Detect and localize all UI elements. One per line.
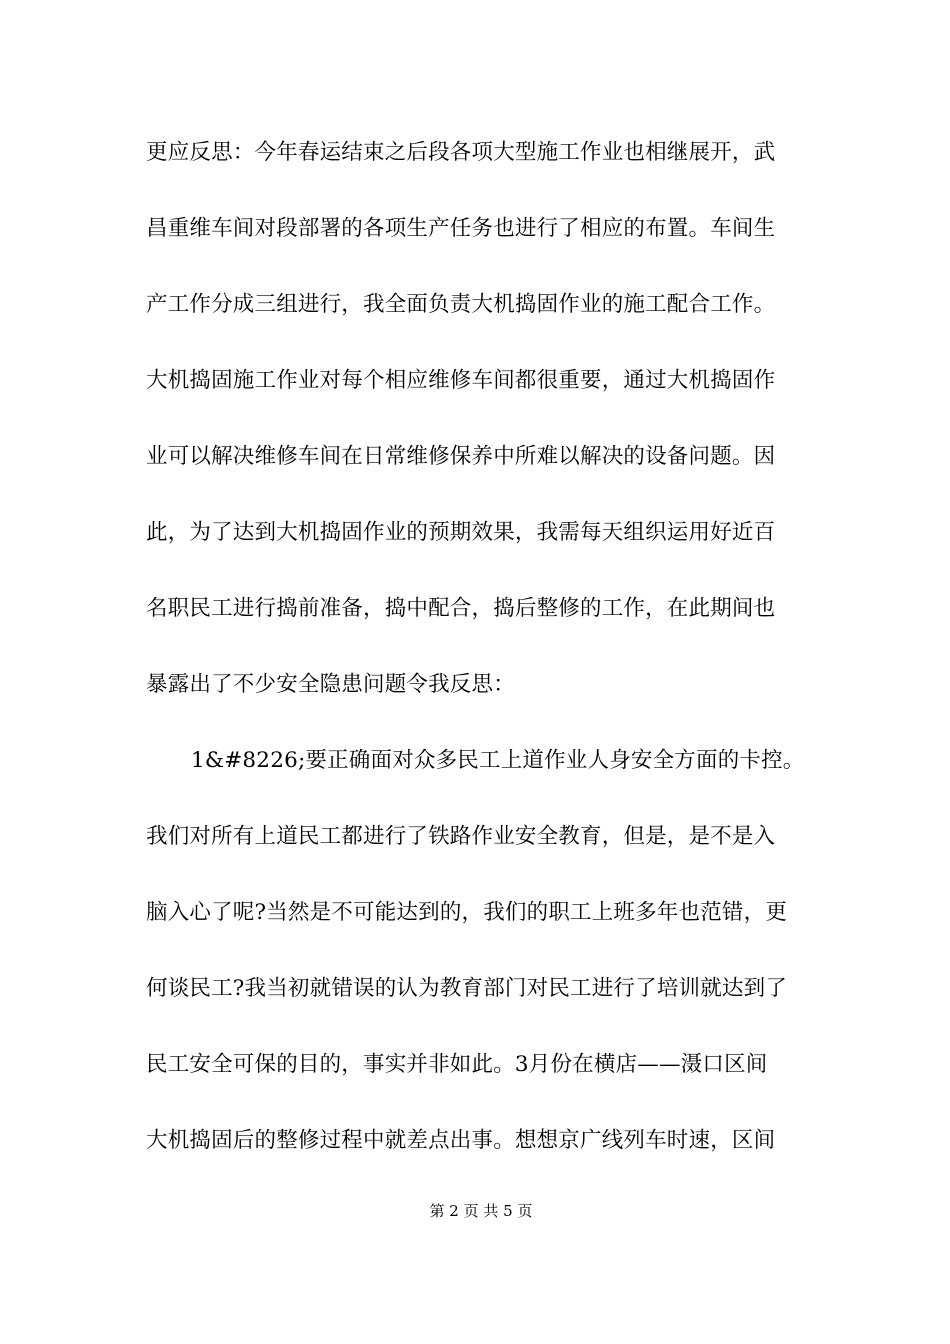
text-line: 脑入心了呢?当然是不可能达到的，我们的职工上班多年也范错，更 <box>146 900 788 925</box>
text-line: 产工作分成三组进行，我全面负责大机捣固作业的施工配合工作。 <box>146 292 776 317</box>
text-line: 民工安全可保的目的，事实并非如此。3月份在横店——滠口区间 <box>146 1052 768 1077</box>
page-footer <box>0 1200 950 1221</box>
page-number-label: 第 2 页 共 5 页 <box>429 1202 533 1220</box>
body-text <box>146 124 816 1188</box>
text-line: 何谈民工?我当初就错误的认为教育部门对民工进行了培训就达到了 <box>146 976 788 1001</box>
text-line: 大机捣固施工作业对每个相应维修车间都很重要，通过大机捣固作 <box>146 368 776 393</box>
text-line: 昌重维车间对段部署的各项生产任务也进行了相应的布置。车间生 <box>146 216 776 241</box>
text-line: 名职民工进行捣前准备，捣中配合，捣后整修的工作，在此期间也 <box>146 596 776 621</box>
text-line: 暴露出了不少安全隐患问题令我反思： <box>146 672 515 697</box>
text-line: 大机捣固后的整修过程中就差点出事。想想京广线列车时速，区间 <box>146 1128 776 1153</box>
text-line: 此，为了达到大机捣固作业的预期效果，我需每天组织运用好近百 <box>146 520 776 545</box>
text-line-indented: 1&#8226;要正确面对众多民工上道作业人身安全方面的卡控。 <box>191 748 805 773</box>
text-line: 更应反思：今年春运结束之后段各项大型施工作业也相继展开，武 <box>146 140 776 165</box>
text-line: 我们对所有上道民工都进行了铁路作业安全教育，但是，是不是入 <box>146 824 776 849</box>
text-line: 业可以解决维修车间在日常维修保养中所难以解决的设备问题。因 <box>146 444 776 469</box>
